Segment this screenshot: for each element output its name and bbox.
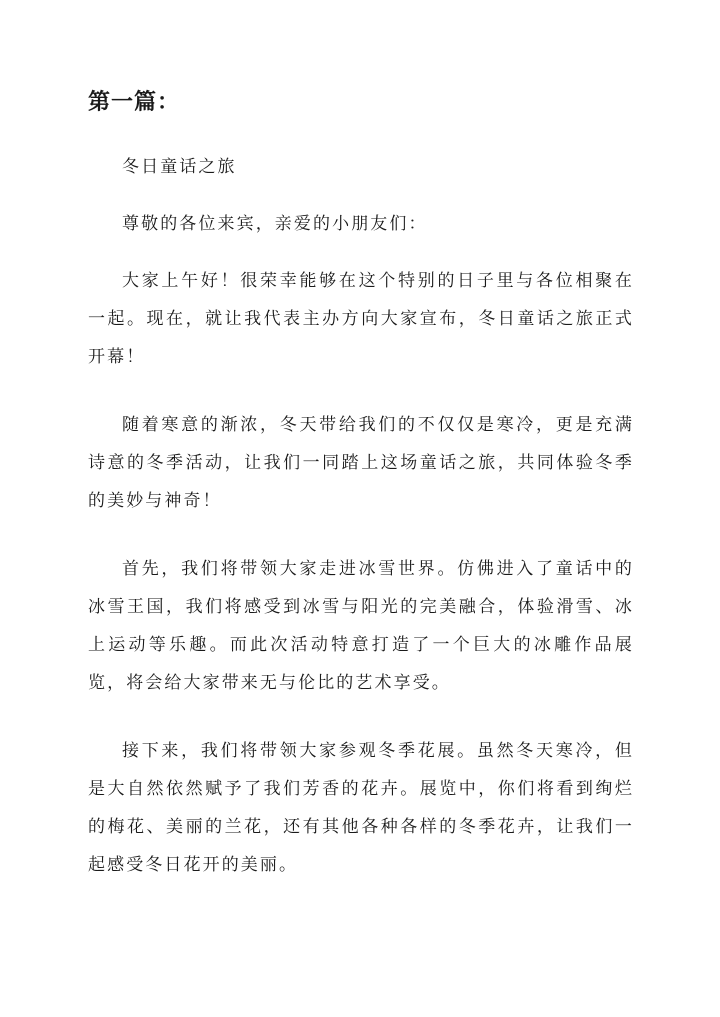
paragraph-flower-show: 接下来，我们将带领大家参观冬季花展。虽然冬天寒冷，但是大自然依然赋予了我们芳香的花卉。展览中，你们将看到绚烂的梅花、美丽的兰花，还有其他各种各样的冬季花卉，让我们一起感受冬日花开的美丽。	[88, 741, 634, 875]
paragraph-greeting: 尊敬的各位来宾，亲爱的小朋友们：	[122, 214, 428, 234]
document-heading: 第一篇：	[88, 89, 181, 115]
paragraph-title: 冬日童话之旅	[122, 157, 237, 177]
paragraph-winter-intro: 随着寒意的渐浓，冬天带给我们的不仅仅是寒冷，更是充满诗意的冬季活动，让我们一同踏上这场童话之旅，共同体验冬季的美妙与神奇！	[88, 415, 634, 511]
paragraph-opening: 大家上午好！很荣幸能够在这个特别的日子里与各位相聚在一起。现在，就让我代表主办方向大家宣布，冬日童话之旅正式开幕！	[88, 271, 634, 367]
paragraph-ice-snow-world: 首先，我们将带领大家走进冰雪世界。仿佛进入了童话中的冰雪王国，我们将感受到冰雪与阳光的完美融合，体验滑雪、冰上运动等乐趣。而此次活动特意打造了一个巨大的冰雕作品展览，将会给大家带来无与伦比的艺术享受。	[88, 559, 634, 693]
